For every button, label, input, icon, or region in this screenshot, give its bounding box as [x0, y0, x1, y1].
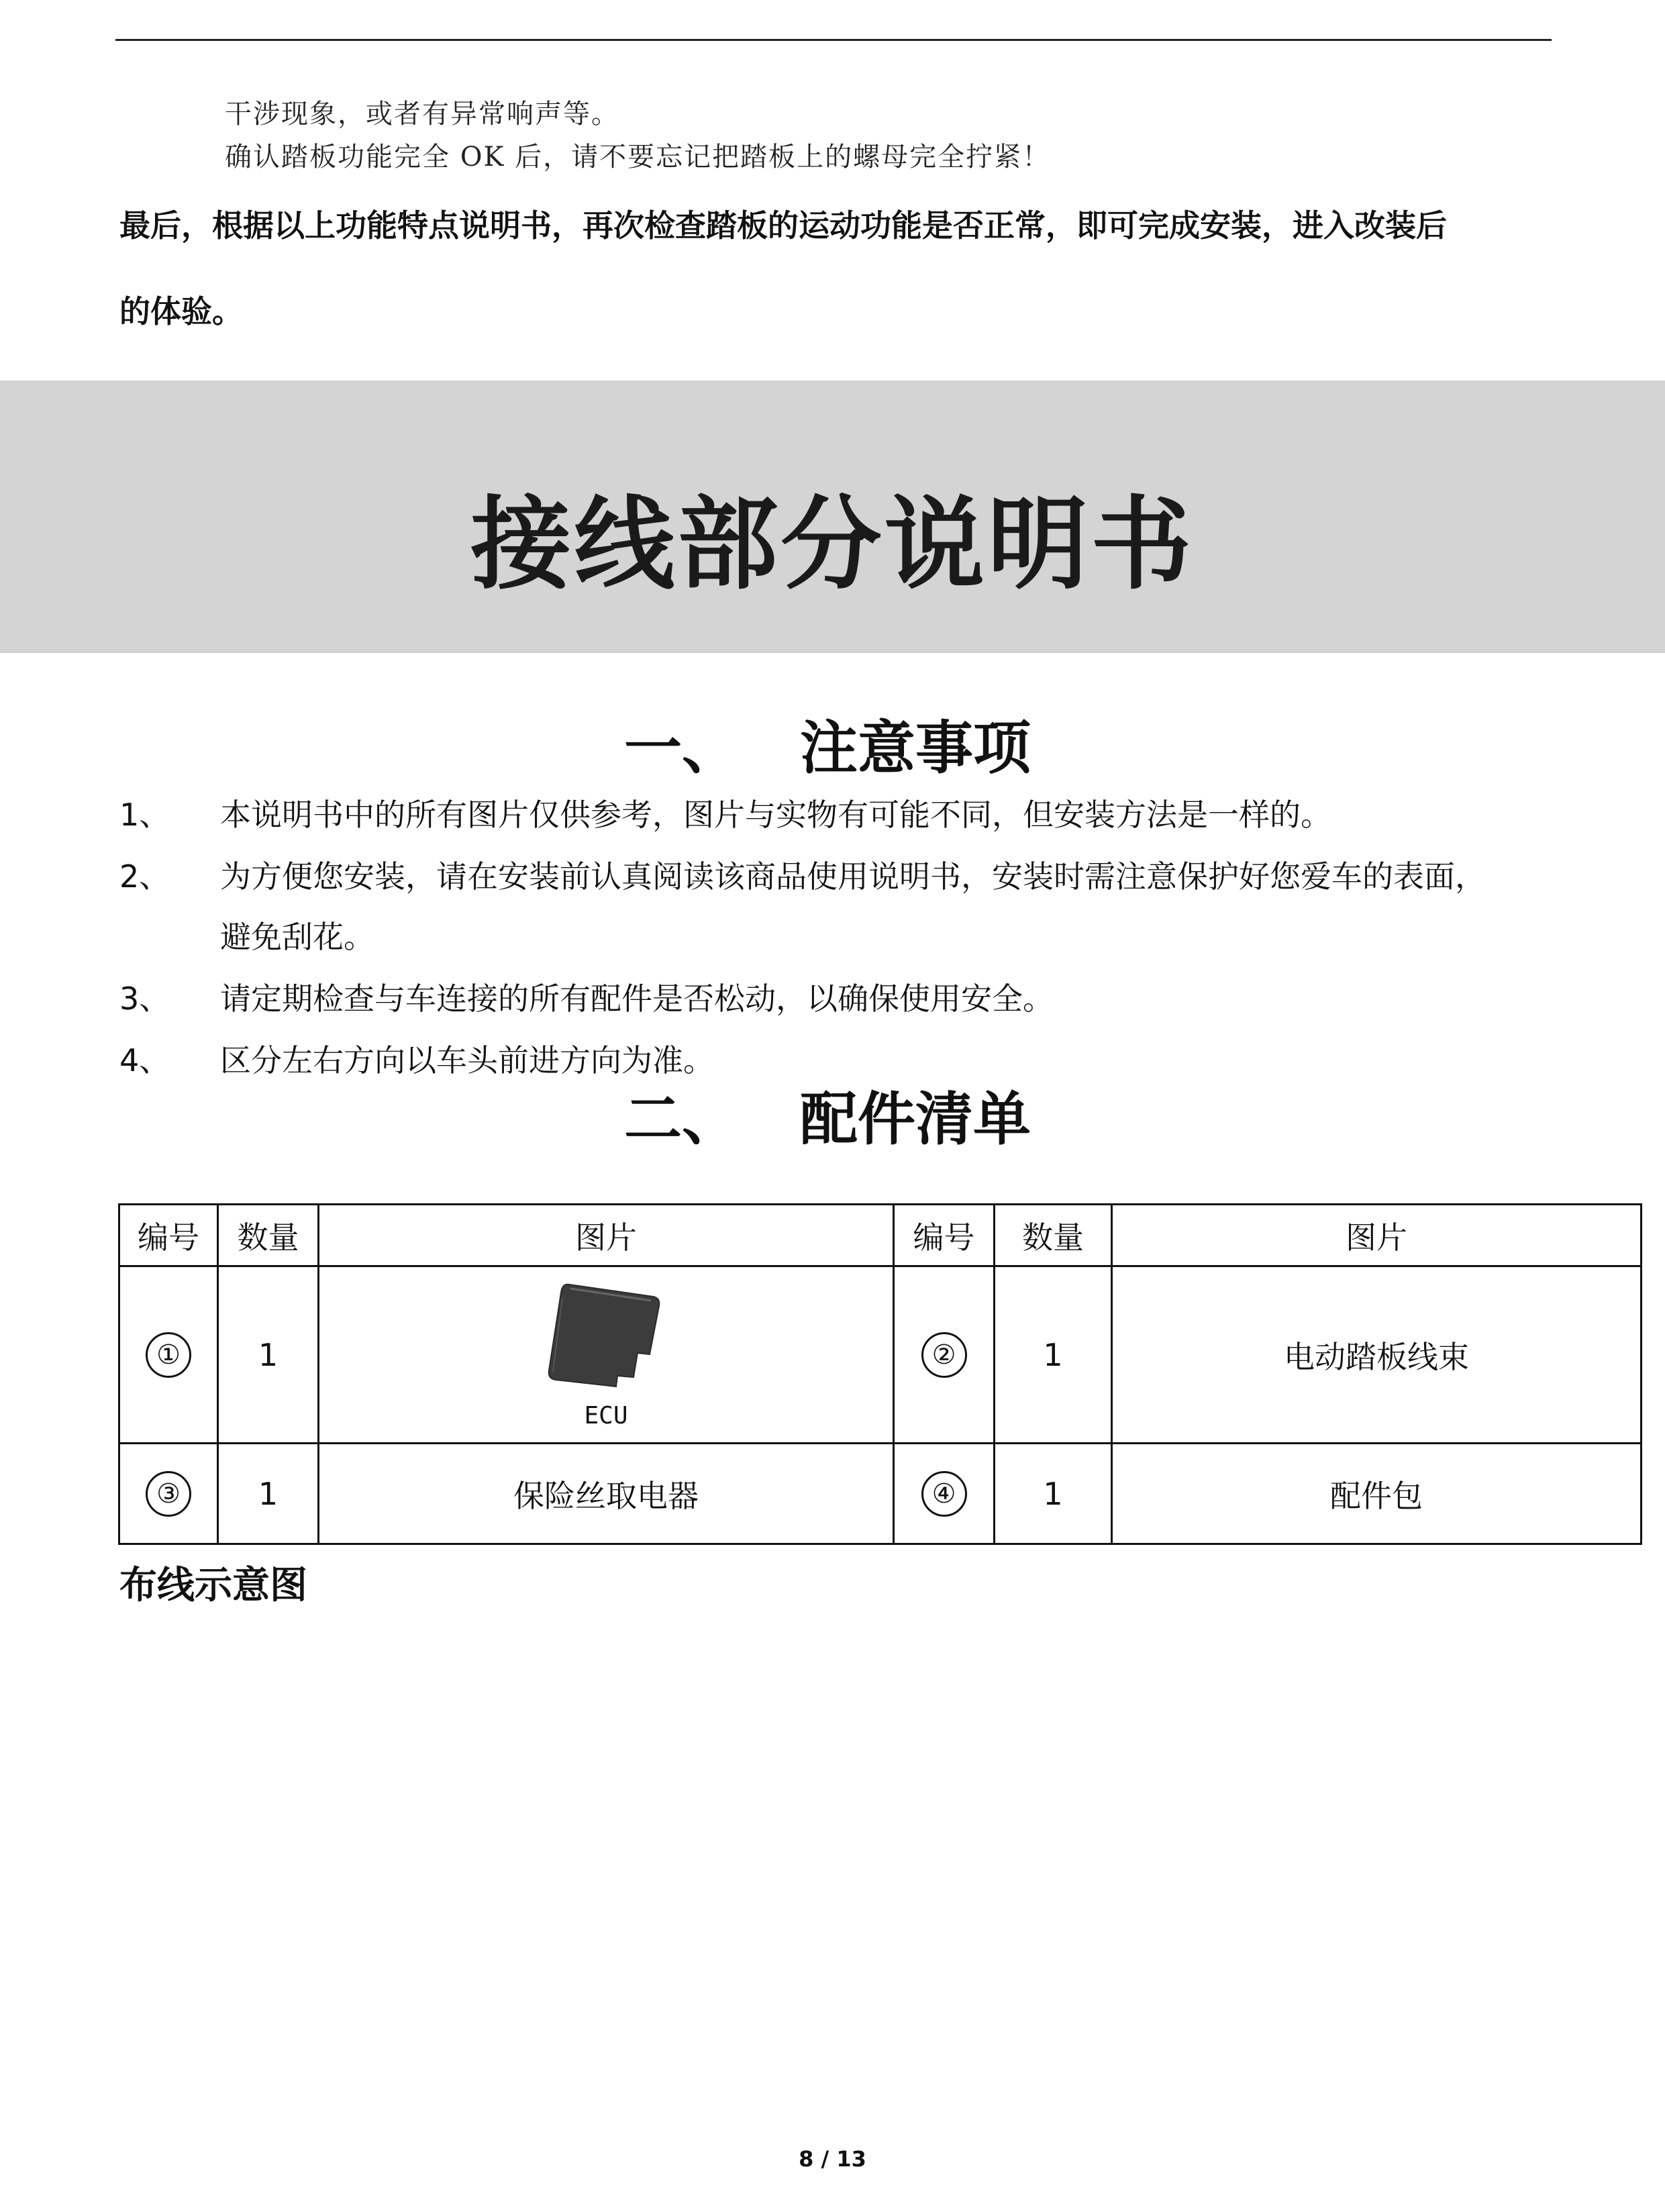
page-number: 8 / 13: [799, 2146, 866, 2172]
header-rule: [115, 39, 1552, 41]
part-name: 电动踏板线束: [1112, 1266, 1642, 1444]
header-no-right: 编号: [894, 1205, 995, 1266]
header-qty-left: 数量: [218, 1205, 319, 1266]
closing-paragraph-line-2: 的体验。: [119, 293, 243, 330]
part-name: 配件包: [1112, 1444, 1642, 1544]
part-quantity: 1: [995, 1266, 1112, 1444]
parts-table-header: [119, 1205, 1642, 1266]
intro-line-1: 干涉现象，或者有异常响声等。: [225, 99, 619, 130]
table-row: [119, 1266, 1642, 1444]
part-quantity: 1: [218, 1444, 319, 1544]
part-number-badge: ①: [146, 1332, 191, 1378]
closing-paragraph-line-1: 最后，根据以上功能特点说明书，再次检查踏板的运动功能是否正常，即可完成安装，进入改装后: [119, 207, 1447, 244]
part-number-badge: ④: [921, 1471, 967, 1517]
notice-item-4-text: 区分左右方向以车头前进方向为准。: [220, 1042, 714, 1078]
header-no-left: 编号: [119, 1205, 218, 1266]
section2-number: 二、: [624, 1086, 740, 1153]
parts-table: [118, 1203, 1642, 1545]
notice-item-3-number: 3、: [119, 981, 170, 1017]
part-quantity: 1: [995, 1444, 1112, 1544]
section1-title: 注意事项: [800, 715, 1031, 782]
section1-number: 一、: [624, 715, 740, 782]
part-number-badge: ③: [146, 1471, 191, 1517]
notice-item-4-number: 4、: [119, 1042, 170, 1078]
part-name: 保险丝取电器: [319, 1444, 894, 1544]
header-image-left: 图片: [319, 1205, 894, 1266]
notice-item-3-text: 请定期检查与车连接的所有配件是否松动，以确保使用安全。: [220, 981, 1054, 1017]
intro-line-2: 确认踏板功能完全 OK 后，请不要忘记把踏板上的螺母完全拧紧！: [225, 142, 1051, 172]
notice-item-1-text: 本说明书中的所有图片仅供参考，图片与实物有可能不同，但安装方法是一样的。: [220, 797, 1331, 833]
part-image-cell: [319, 1266, 894, 1444]
notice-item-2-text-cont: 避免刮花。: [220, 919, 374, 955]
header-image-right: 图片: [1112, 1205, 1642, 1266]
ecu-caption: ECU: [584, 1401, 628, 1429]
part-number-badge: ②: [921, 1332, 967, 1378]
part-quantity: 1: [218, 1266, 319, 1444]
notice-item-2-text: 为方便您安装，请在安装前认真阅读该商品使用说明书，安装时需注意保护好您爱车的表面，: [220, 858, 1486, 895]
wiring-diagram-title: 布线示意图: [119, 1564, 307, 1607]
header-qty-right: 数量: [995, 1205, 1112, 1266]
notice-item-2-number: 2、: [119, 858, 170, 895]
table-row: [119, 1444, 1642, 1544]
section2-title: 配件清单: [800, 1086, 1031, 1153]
notice-item-1-number: 1、: [119, 797, 170, 833]
ecu-module-image: [542, 1279, 670, 1393]
banner-title: 接线部分说明书: [470, 487, 1195, 603]
